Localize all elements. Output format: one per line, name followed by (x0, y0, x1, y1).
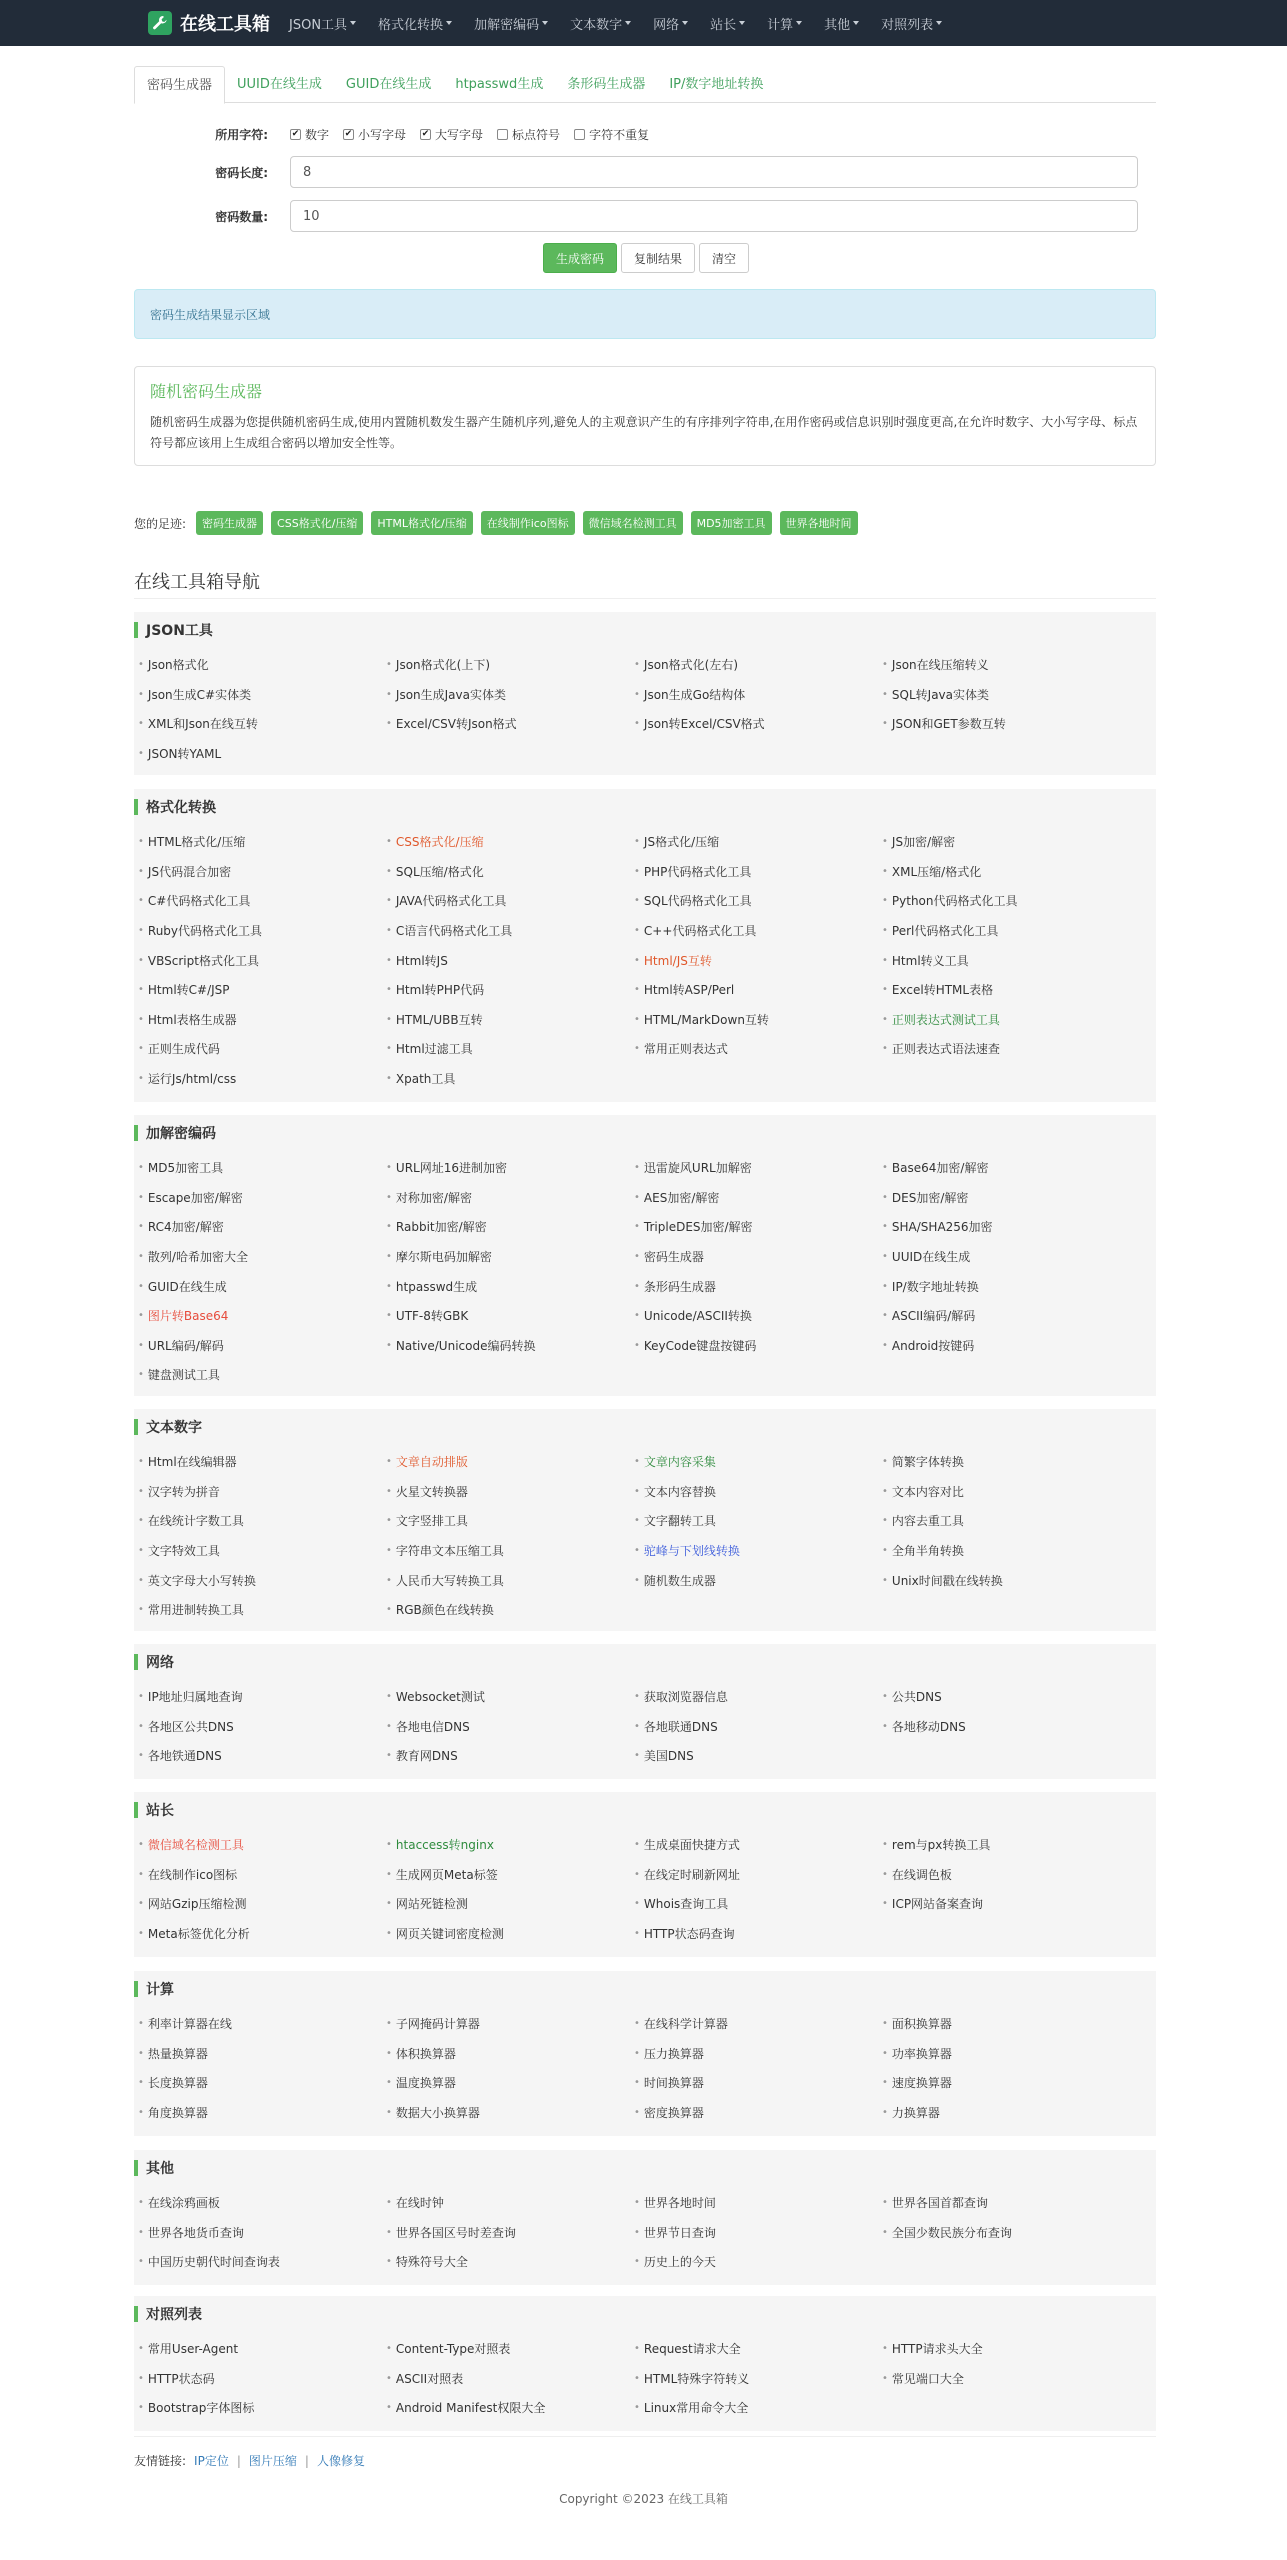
tool-link[interactable]: • HTTP状态码查询 (630, 1919, 878, 1949)
tool-link[interactable]: • 获取浏览器信息 (630, 1682, 878, 1712)
tool-link[interactable]: • Json格式化(左右) (630, 650, 878, 680)
tool-link[interactable]: • 对称加密/解密 (382, 1183, 630, 1213)
footprint-tag[interactable]: MD5加密工具 (691, 511, 772, 535)
tool-link[interactable]: • ASCII编码/解码 (878, 1301, 1126, 1331)
tool-link[interactable]: • HTML/MarkDown互转 (630, 1005, 878, 1035)
chevron-down-icon (542, 21, 548, 25)
tool-link[interactable]: • IP地址归属地查询 (134, 1682, 382, 1712)
tool-link[interactable]: • VBScript格式化工具 (134, 945, 382, 975)
tab[interactable]: IP/数字地址转换 (669, 77, 764, 92)
nav-item-label: 计算 (767, 17, 794, 33)
tool-link[interactable]: • Xpath工具 (382, 1064, 630, 1094)
tool-link[interactable]: • JAVA代码格式化工具 (382, 886, 630, 916)
checkbox-checked[interactable]: ✔ (344, 128, 353, 139)
separator: | (304, 2453, 309, 2468)
tool-link[interactable]: • 正则表达式测试工具 (878, 1005, 1126, 1035)
category-title: 加解密编码 (134, 1123, 216, 1143)
tool-link[interactable]: • 各地铁通DNS (134, 1741, 382, 1771)
tool-link[interactable]: • 力换算器 (878, 2098, 1126, 2128)
tool-link[interactable]: • 随机数生成器 (630, 1565, 878, 1595)
tool-link[interactable]: • CSS格式化/压缩 (382, 827, 630, 857)
tool-link[interactable]: • 网站Gzip压缩检测 (134, 1889, 382, 1919)
category-title: 对照列表 (134, 2304, 202, 2324)
tool-link[interactable]: • 速度换算器 (878, 2068, 1126, 2098)
tool-link[interactable]: • MD5加密工具 (134, 1153, 382, 1183)
tool-link[interactable]: • IP/数字地址转换 (878, 1271, 1126, 1301)
char-option[interactable] (420, 126, 483, 143)
footprint-label: 您的足迹: (134, 516, 187, 531)
tool-link[interactable]: • RC4加密/解密 (134, 1212, 382, 1242)
tool-link[interactable]: • htpasswd生成 (382, 1271, 630, 1301)
tool-link[interactable]: • ASCII对照表 (382, 2364, 630, 2394)
nav-item-label: 站长 (710, 17, 737, 33)
length-input[interactable]: 8 (290, 156, 1138, 188)
tool-link[interactable]: • 散列/哈希加密大全 (134, 1242, 382, 1272)
tool-link[interactable]: • 文本内容替换 (630, 1477, 878, 1507)
tool-link[interactable]: • 生成网页Meta标签 (382, 1860, 630, 1890)
tool-link[interactable]: • 常用User-Agent (134, 2334, 382, 2364)
result-area: 密码生成结果显示区域 (134, 289, 1156, 339)
tool-link[interactable]: • 全国少数民族分布查询 (878, 2218, 1126, 2248)
chevron-down-icon (853, 21, 859, 25)
tool-link[interactable]: • 体积换算器 (382, 2039, 630, 2069)
tool-link[interactable]: • Excel/CSV转Json格式 (382, 709, 630, 739)
tool-link[interactable]: • Html表格生成器 (134, 1005, 382, 1035)
tool-link[interactable]: • 火星文转换器 (382, 1477, 630, 1507)
nav-item-label: 对照列表 (881, 17, 934, 33)
tool-link[interactable]: • 字符串文本压缩工具 (382, 1536, 630, 1566)
divider (134, 2436, 1156, 2437)
tool-link[interactable]: • 各地移动DNS (878, 1712, 1126, 1742)
tool-link[interactable]: • XML压缩/格式化 (878, 857, 1126, 887)
tool-link[interactable]: • 文章内容采集 (630, 1447, 878, 1477)
category-section (134, 1644, 1156, 1779)
tool-tabs (134, 66, 1156, 103)
tool-link[interactable]: • Content-Type对照表 (382, 2334, 630, 2364)
char-option[interactable] (497, 126, 560, 143)
tool-link[interactable]: • 文字特效工具 (134, 1536, 382, 1566)
category-title: 文本数字 (134, 1417, 202, 1437)
tool-link[interactable]: • 网页关键词密度检测 (382, 1919, 630, 1949)
nav-item-label: 格式化转换 (378, 17, 444, 33)
tab[interactable]: UUID在线生成 (237, 77, 322, 92)
char-option-label: 标点符号 (512, 127, 561, 142)
tool-link[interactable]: • Json生成Java实体类 (382, 680, 630, 710)
chevron-down-icon (350, 21, 356, 25)
tool-link[interactable]: • 条形码生成器 (630, 1271, 878, 1301)
category-title: 格式化转换 (134, 797, 216, 817)
tool-link[interactable]: • ICP网站备案查询 (878, 1889, 1126, 1919)
tool-link[interactable]: • 汉字转为拼音 (134, 1477, 382, 1507)
tool-link[interactable]: • 世界各国首都查询 (878, 2188, 1126, 2218)
char-option-label: 小写字母 (358, 127, 407, 142)
char-option-label: 字符不重复 (589, 127, 650, 142)
tool-link[interactable]: • Python代码格式化工具 (878, 886, 1126, 916)
friend-link[interactable]: IP定位 (194, 2454, 229, 2468)
nav-item-label: 网络 (653, 17, 680, 33)
tool-link[interactable]: • Rabbit加密/解密 (382, 1212, 630, 1242)
clear-button[interactable]: 清空 (699, 243, 749, 273)
tool-link[interactable]: • 世界各地货币查询 (134, 2218, 382, 2248)
tool-link[interactable]: • URL网址16进制加密 (382, 1153, 630, 1183)
friend-link[interactable]: 人像修复 (316, 2454, 365, 2468)
category-section (134, 2296, 1156, 2431)
footprint-bar (134, 511, 858, 535)
footprint-tag[interactable]: 微信域名检测工具 (583, 511, 683, 535)
tool-link[interactable]: • 历史上的今天 (630, 2247, 878, 2277)
tool-link[interactable]: • 在线时钟 (382, 2188, 630, 2218)
tool-link[interactable]: • 文字竖排工具 (382, 1506, 630, 1536)
nav-item-label: 其他 (824, 17, 851, 33)
tool-link[interactable]: • 简繁字体转换 (878, 1447, 1126, 1477)
checkbox-checked[interactable]: ✔ (421, 128, 430, 139)
category-section (134, 2150, 1156, 2285)
tool-link[interactable]: • 在线科学计算器 (630, 2009, 878, 2039)
generate-button[interactable]: 生成密码 (543, 243, 617, 273)
tool-link[interactable]: • Excel转HTML表格 (878, 975, 1126, 1005)
tool-link[interactable]: • 密码生成器 (630, 1242, 878, 1272)
top-navbar (0, 0, 1287, 46)
divider (134, 598, 1156, 599)
tool-link[interactable]: • SQL压缩/格式化 (382, 857, 630, 887)
tool-link[interactable]: • Linux常用命令大全 (630, 2393, 878, 2423)
separator: | (236, 2453, 241, 2468)
char-option[interactable] (343, 126, 406, 143)
tool-link[interactable]: • 运行Js/html/css (134, 1064, 382, 1094)
category-section (134, 1971, 1156, 2136)
nav-item-label: 文本数字 (570, 17, 623, 33)
category-title: 计算 (134, 1979, 174, 1999)
tool-link[interactable]: • 内容去重工具 (878, 1506, 1126, 1536)
tool-link[interactable]: • Html过滤工具 (382, 1034, 630, 1064)
length-label: 密码长度: (215, 165, 268, 180)
tool-link[interactable]: • 角度换算器 (134, 2098, 382, 2128)
tool-link[interactable]: • XML和Json在线互转 (134, 709, 382, 739)
tool-link[interactable]: • AES加密/解密 (630, 1183, 878, 1213)
tool-link[interactable]: • 正则表达式语法速查 (878, 1034, 1126, 1064)
chars-options (290, 126, 649, 143)
tool-link[interactable]: • Websocket测试 (382, 1682, 630, 1712)
tool-link[interactable]: • Html转义工具 (878, 945, 1126, 975)
category-links (134, 650, 1156, 768)
tool-link[interactable]: • 网站死链检测 (382, 1889, 630, 1919)
friend-link[interactable]: 图片压缩 (248, 2454, 297, 2468)
nav-item[interactable] (881, 14, 942, 33)
checkbox-checked[interactable]: ✔ (291, 128, 300, 139)
tool-link[interactable]: • JSON和GET参数互转 (878, 709, 1126, 739)
tool-link[interactable]: • 温度换算器 (382, 2068, 630, 2098)
tool-link[interactable]: • Json格式化 (134, 650, 382, 680)
tool-link[interactable]: • htaccess转nginx (382, 1830, 630, 1860)
category-links (134, 2334, 1156, 2423)
checkbox-unchecked[interactable] (497, 129, 508, 140)
category-title: 站长 (134, 1800, 174, 1820)
brand-name: 在线工具箱 (180, 14, 270, 35)
category-links (134, 1682, 1156, 1771)
tool-link[interactable]: • Html转JS (382, 945, 630, 975)
category-links (134, 2188, 1156, 2277)
tool-link[interactable]: • Native/Unicode编码转换 (382, 1331, 630, 1361)
tool-link[interactable]: • 时间换算器 (630, 2068, 878, 2098)
category-links (134, 2009, 1156, 2127)
tool-link[interactable]: • Meta标签优化分析 (134, 1919, 382, 1949)
tool-link[interactable]: • GUID在线生成 (134, 1271, 382, 1301)
description-text: 随机密码生成器为您提供随机密码生成,使用内置随机数发生器产生随机序列,避免人的主观意识产生的有序排列字符串,在用作密码或信息识别时强度更高,在允许时数字、大小写字母、标点符号都应该用上生成组合密码以增加安全性等。 (150, 415, 1138, 450)
tool-link[interactable]: • 教育网DNS (382, 1741, 630, 1771)
tool-link[interactable]: • 英文字母大小写转换 (134, 1565, 382, 1595)
nav-item[interactable] (653, 14, 688, 33)
tab[interactable]: 密码生成器 (134, 66, 225, 104)
category-title: 网络 (134, 1652, 174, 1672)
tool-link[interactable]: • URL编码/解码 (134, 1331, 382, 1361)
tool-link[interactable]: • Html在线编辑器 (134, 1447, 382, 1477)
tool-link[interactable]: • 在线涂鸦画板 (134, 2188, 382, 2218)
tool-link[interactable]: • 世界各地时间 (630, 2188, 878, 2218)
tool-link[interactable]: • HTML特殊字符转义 (630, 2364, 878, 2394)
tool-link[interactable]: • DES加密/解密 (878, 1183, 1126, 1213)
nav-item[interactable] (474, 14, 548, 33)
action-buttons (543, 243, 749, 273)
tool-link[interactable]: • Json生成C#实体类 (134, 680, 382, 710)
tool-link[interactable]: • 在线调色板 (878, 1860, 1126, 1890)
category-title: 其他 (134, 2158, 174, 2178)
tool-link[interactable]: • HTML/UBB互转 (382, 1005, 630, 1035)
tool-link[interactable]: • JS代码混合加密 (134, 857, 382, 887)
tool-link[interactable]: • 常用进制转换工具 (134, 1595, 382, 1625)
tool-link[interactable]: • Unix时间戳在线转换 (878, 1565, 1126, 1595)
tool-link[interactable]: • Base64加密/解密 (878, 1153, 1126, 1183)
tool-link[interactable]: • Html转PHP代码 (382, 975, 630, 1005)
tool-link[interactable]: • JS加密/解密 (878, 827, 1126, 857)
tool-link[interactable]: • 热量换算器 (134, 2039, 382, 2069)
category-links (134, 1447, 1156, 1625)
tool-link[interactable]: • Ruby代码格式化工具 (134, 916, 382, 946)
tab[interactable]: htpasswd生成 (455, 77, 544, 92)
tool-link[interactable]: • Escape加密/解密 (134, 1183, 382, 1213)
tool-link[interactable]: • 摩尔斯电码加解密 (382, 1242, 630, 1272)
footprint-tag[interactable]: CSS格式化/压缩 (271, 511, 363, 535)
footprint-tag[interactable]: 世界各地时间 (780, 511, 858, 535)
tool-link[interactable]: • 长度换算器 (134, 2068, 382, 2098)
tool-link[interactable]: • 微信域名检测工具 (134, 1830, 382, 1860)
footprint-tag[interactable]: 在线制作ico图标 (481, 511, 575, 535)
friends-label: 友情链接: (134, 2454, 187, 2468)
tool-link[interactable]: • 人民币大写转换工具 (382, 1565, 630, 1595)
tool-link[interactable]: • 各地联通DNS (630, 1712, 878, 1742)
tool-link[interactable]: • Bootstrap字体图标 (134, 2393, 382, 2423)
tool-link[interactable]: • SQL转Java实体类 (878, 680, 1126, 710)
chevron-down-icon (682, 21, 688, 25)
friend-links (134, 2452, 365, 2469)
tool-link[interactable]: • JSON转YAML (134, 739, 382, 769)
char-option[interactable] (290, 126, 329, 143)
tool-link[interactable]: • 公共DNS (878, 1682, 1126, 1712)
tool-link[interactable]: • 中国历史朝代时间查询表 (134, 2247, 382, 2277)
char-option[interactable] (574, 126, 649, 143)
tool-link[interactable]: • 特殊符号大全 (382, 2247, 630, 2277)
tool-link[interactable]: • Json转Excel/CSV格式 (630, 709, 878, 739)
tool-link[interactable]: • Json格式化(上下) (382, 650, 630, 680)
category-section (134, 1115, 1156, 1396)
nav-item[interactable] (710, 14, 745, 33)
tool-link[interactable]: • Android Manifest权限大全 (382, 2393, 630, 2423)
nav-item[interactable] (289, 14, 356, 33)
tool-link[interactable]: • SHA/SHA256加密 (878, 1212, 1126, 1242)
tool-link[interactable]: • 生成桌面快捷方式 (630, 1830, 878, 1860)
tool-link[interactable]: • UUID在线生成 (878, 1242, 1126, 1272)
tool-link[interactable]: • Html转C#/JSP (134, 975, 382, 1005)
char-option-label: 数字 (305, 127, 330, 142)
tool-link[interactable]: • 键盘测试工具 (134, 1360, 382, 1390)
tool-link[interactable]: • 迅雷旋风URL加解密 (630, 1153, 878, 1183)
nav-item-label: JSON工具 (289, 17, 348, 33)
tool-link[interactable]: • Unicode/ASCII转换 (630, 1301, 878, 1331)
tool-link[interactable]: • 常用正则表达式 (630, 1034, 878, 1064)
chevron-down-icon (739, 21, 745, 25)
tool-link[interactable]: • 数据大小换算器 (382, 2098, 630, 2128)
tool-link[interactable]: • PHP代码格式化工具 (630, 857, 878, 887)
chevron-down-icon (446, 21, 452, 25)
tool-link[interactable]: • Html转ASP/Perl (630, 975, 878, 1005)
nav-item[interactable] (767, 14, 802, 33)
category-section (134, 612, 1156, 775)
tool-link[interactable]: • JS格式化/压缩 (630, 827, 878, 857)
copy-button[interactable]: 复制结果 (621, 243, 695, 273)
length-row (134, 156, 1156, 188)
tool-link[interactable]: • UTF-8转GBK (382, 1301, 630, 1331)
tool-link[interactable]: • 文字翻转工具 (630, 1506, 878, 1536)
tool-link[interactable]: • 各地区公共DNS (134, 1712, 382, 1742)
checkbox-unchecked[interactable] (574, 129, 585, 140)
category-links (134, 827, 1156, 1093)
tool-link[interactable]: • 密度换算器 (630, 2098, 878, 2128)
tool-link[interactable]: • 面积换算器 (878, 2009, 1126, 2039)
tool-link[interactable]: • TripleDES加密/解密 (630, 1212, 878, 1242)
tool-link[interactable]: • 压力换算器 (630, 2039, 878, 2069)
tool-link[interactable]: • 全角半角转换 (878, 1536, 1126, 1566)
tool-link[interactable]: • 功率换算器 (878, 2039, 1126, 2069)
tool-link[interactable]: • Json在线压缩转义 (878, 650, 1126, 680)
tool-link[interactable]: • HTTP状态码 (134, 2364, 382, 2394)
tool-link[interactable]: • 各地电信DNS (382, 1712, 630, 1742)
tool-link[interactable]: • 文本内容对比 (878, 1477, 1126, 1507)
nav-item[interactable] (570, 14, 631, 33)
tool-link[interactable]: • HTML格式化/压缩 (134, 827, 382, 857)
wrench-icon (148, 11, 172, 35)
chevron-down-icon (796, 21, 802, 25)
chevron-down-icon (936, 21, 942, 25)
tool-link[interactable]: • 常见端口大全 (878, 2364, 1126, 2394)
tool-link[interactable]: • Android按键码 (878, 1331, 1126, 1361)
char-option-label: 大写字母 (435, 127, 484, 142)
copyright: Copyright ©2023 在线工具箱 (559, 2492, 728, 2506)
tool-link[interactable]: • 在线统计字数工具 (134, 1506, 382, 1536)
brand[interactable] (148, 10, 270, 36)
tool-link[interactable]: • HTTP请求头大全 (878, 2334, 1126, 2364)
tool-link[interactable]: • C#代码格式化工具 (134, 886, 382, 916)
tab[interactable]: GUID在线生成 (345, 77, 432, 92)
category-section (134, 1409, 1156, 1631)
tool-link[interactable]: • 在线制作ico图标 (134, 1860, 382, 1890)
tool-link[interactable]: • 正则生成代码 (134, 1034, 382, 1064)
footprint-tag[interactable]: 密码生成器 (196, 511, 263, 535)
nav-item-label: 加解密编码 (474, 17, 540, 33)
tool-link[interactable]: • Request请求大全 (630, 2334, 878, 2364)
tool-link[interactable]: • 世界节日查询 (630, 2218, 878, 2248)
tool-link[interactable]: • 美国DNS (630, 1741, 878, 1771)
count-input[interactable]: 10 (290, 200, 1138, 232)
tool-link[interactable]: • 世界各国区号时差查询 (382, 2218, 630, 2248)
tool-link[interactable]: • 子网掩码计算器 (382, 2009, 630, 2039)
description-title: 随机密码生成器 (150, 382, 263, 401)
tool-link[interactable]: • 图片转Base64 (134, 1301, 382, 1331)
tool-link[interactable]: • KeyCode键盘按键码 (630, 1331, 878, 1361)
category-title: JSON工具 (134, 620, 213, 640)
count-label: 密码数量: (215, 209, 268, 224)
tool-link[interactable]: • Whois查询工具 (630, 1889, 878, 1919)
category-links (134, 1153, 1156, 1390)
description-panel (134, 366, 1156, 466)
nav-item[interactable] (378, 14, 452, 33)
tool-link[interactable]: • rem与px转换工具 (878, 1830, 1126, 1860)
tool-link[interactable]: • 驼峰与下划线转换 (630, 1536, 878, 1566)
tool-link[interactable]: • 在线定时刷新网址 (630, 1860, 878, 1890)
footprint-tag[interactable]: HTML格式化/压缩 (371, 511, 472, 535)
count-row (134, 200, 1156, 232)
chars-row (134, 124, 1156, 144)
tool-link[interactable]: • 利率计算器在线 (134, 2009, 382, 2039)
tool-link[interactable]: • Json生成Go结构体 (630, 680, 878, 710)
nav-heading: 在线工具箱导航 (134, 572, 260, 593)
category-section (134, 789, 1156, 1102)
tool-link[interactable]: • C语言代码格式化工具 (382, 916, 630, 946)
chars-label: 所用字符: (215, 127, 268, 142)
category-links (134, 1830, 1156, 1948)
chevron-down-icon (625, 21, 631, 25)
tool-link[interactable]: • Html/JS互转 (630, 945, 878, 975)
tool-link[interactable]: • 文章自动排版 (382, 1447, 630, 1477)
tab[interactable]: 条形码生成器 (567, 77, 646, 92)
main-nav (289, 0, 942, 46)
nav-item[interactable] (824, 14, 859, 33)
category-section (134, 1792, 1156, 1957)
tool-link[interactable]: • Perl代码格式化工具 (878, 916, 1126, 946)
tool-link[interactable]: • SQL代码格式化工具 (630, 886, 878, 916)
tool-link[interactable]: • C++代码格式化工具 (630, 916, 878, 946)
tool-link[interactable]: • RGB颜色在线转换 (382, 1595, 630, 1625)
